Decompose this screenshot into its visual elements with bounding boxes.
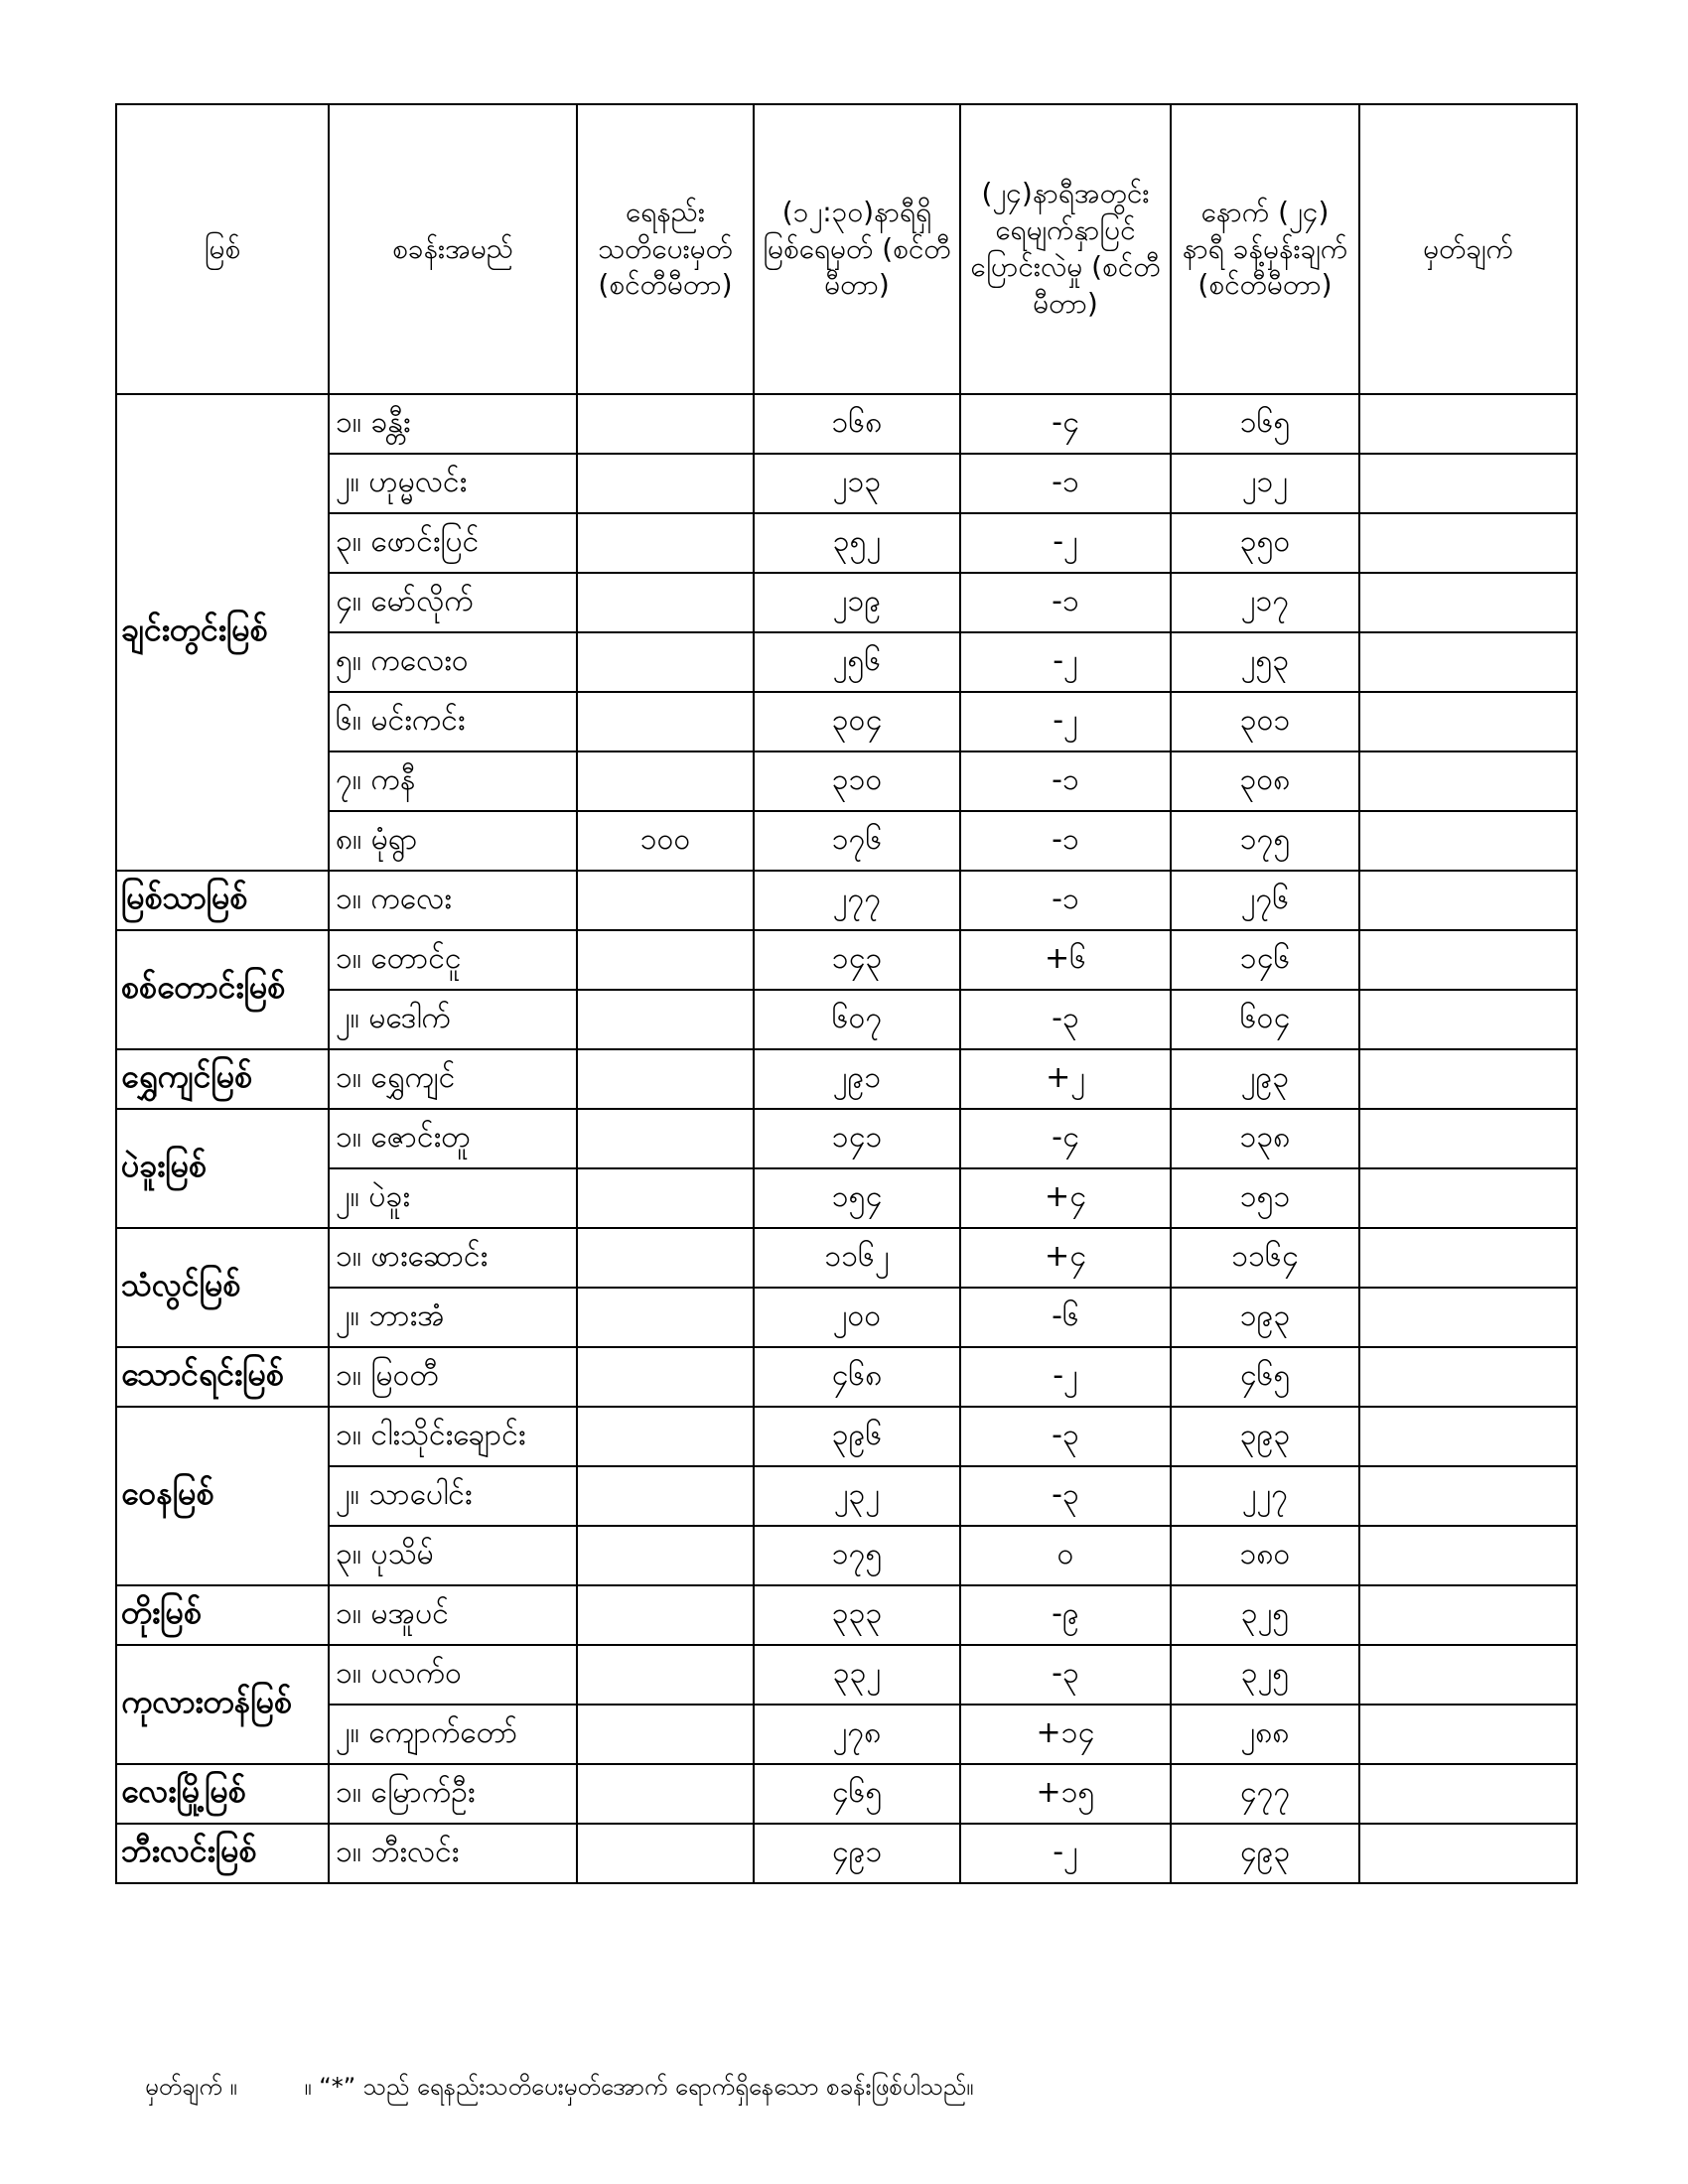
change-cell: -၂ — [960, 1824, 1171, 1883]
water-level-cell: ၆၀၇ — [754, 990, 960, 1049]
change-cell: -၄ — [960, 394, 1171, 454]
water-level-cell: ၄၆၈ — [754, 1347, 960, 1407]
table-row — [116, 1407, 1577, 1466]
river-name-cell: ပဲခူးမြစ် — [116, 1109, 329, 1228]
table-row — [116, 1585, 1577, 1645]
station-name-cell: ၂။ သာပေါင်း — [329, 1466, 577, 1526]
change-cell: ၀ — [960, 1526, 1171, 1585]
water-level-cell: ၄၉၁ — [754, 1824, 960, 1883]
table-row — [116, 990, 1577, 1049]
water-level-cell: ၂၃၂ — [754, 1466, 960, 1526]
remark-cell — [1359, 394, 1577, 454]
change-cell: -၃ — [960, 1645, 1171, 1705]
forecast-cell: ၄၇၇ — [1171, 1764, 1359, 1824]
water-level-cell: ၂၅၆ — [754, 632, 960, 692]
remark-cell — [1359, 632, 1577, 692]
danger-level-cell — [577, 1288, 754, 1347]
change-cell: -၆ — [960, 1288, 1171, 1347]
forecast-cell: ၁၁၆၄ — [1171, 1228, 1359, 1288]
danger-level-cell — [577, 573, 754, 632]
forecast-cell: ၃၂၅ — [1171, 1645, 1359, 1705]
remark-cell — [1359, 1526, 1577, 1585]
forecast-cell: ၂၁၂ — [1171, 454, 1359, 513]
danger-level-cell — [577, 1764, 754, 1824]
change-cell: -၂ — [960, 692, 1171, 751]
table-row — [116, 454, 1577, 513]
danger-level-cell — [577, 692, 754, 751]
remark-cell — [1359, 1109, 1577, 1168]
change-cell: -၃ — [960, 1407, 1171, 1466]
change-cell: -၁ — [960, 573, 1171, 632]
danger-level-cell — [577, 1407, 754, 1466]
table-row — [116, 1288, 1577, 1347]
table-row — [116, 1645, 1577, 1705]
station-name-cell: ၄။ မော်လိုက် — [329, 573, 577, 632]
remark-cell — [1359, 1764, 1577, 1824]
remark-cell — [1359, 930, 1577, 990]
table-body — [116, 394, 1577, 1883]
table-row — [116, 1764, 1577, 1824]
station-name-cell: ၁။ ပလက်ဝ — [329, 1645, 577, 1705]
river-name-cell: ကုလားတန်မြစ် — [116, 1645, 329, 1764]
station-name-cell: ၁။ မြဝတီ — [329, 1347, 577, 1407]
forecast-cell: ၃၀၁ — [1171, 692, 1359, 751]
forecast-cell: ၁၄၆ — [1171, 930, 1359, 990]
river-name-cell: ရွှေကျင်မြစ် — [116, 1049, 329, 1109]
forecast-cell: ၂၇၆ — [1171, 871, 1359, 930]
header-24h-change: (၂၄)နာရီအတွင်း ရေမျက်နှာပြင် ပြောင်းလဲမှု (စင်တီမီတာ) — [960, 104, 1171, 394]
danger-level-cell — [577, 1109, 754, 1168]
station-name-cell: ၃။ ဖောင်းပြင် — [329, 513, 577, 573]
change-cell: +၁၄ — [960, 1705, 1171, 1764]
change-cell: +၆ — [960, 930, 1171, 990]
change-cell: -၁ — [960, 454, 1171, 513]
river-name-cell: သံလွင်မြစ် — [116, 1228, 329, 1347]
station-name-cell: ၁။ မအူပင် — [329, 1585, 577, 1645]
danger-level-cell — [577, 930, 754, 990]
change-cell: +၂ — [960, 1049, 1171, 1109]
danger-level-cell — [577, 1585, 754, 1645]
forecast-cell: ၂၁၇ — [1171, 573, 1359, 632]
change-cell: -၄ — [960, 1109, 1171, 1168]
forecast-cell: ၄၉၃ — [1171, 1824, 1359, 1883]
river-name-cell: စစ်တောင်းမြစ် — [116, 930, 329, 1049]
station-name-cell: ၁။ တောင်ငူ — [329, 930, 577, 990]
water-level-cell: ၁၁၆၂ — [754, 1228, 960, 1288]
water-level-cell: ၁၆၈ — [754, 394, 960, 454]
table-row — [116, 1526, 1577, 1585]
remark-cell — [1359, 811, 1577, 871]
table-row — [116, 751, 1577, 811]
table-row — [116, 394, 1577, 454]
station-name-cell: ၆။ မင်းကင်း — [329, 692, 577, 751]
station-name-cell: ၁။ ဘီးလင်း — [329, 1824, 577, 1883]
danger-level-cell — [577, 990, 754, 1049]
remark-cell — [1359, 751, 1577, 811]
forecast-cell: ၂၈၈ — [1171, 1705, 1359, 1764]
remark-cell — [1359, 871, 1577, 930]
station-name-cell: ၂။ ကျောက်တော် — [329, 1705, 577, 1764]
change-cell: -၃ — [960, 1466, 1171, 1526]
danger-level-cell — [577, 1347, 754, 1407]
water-level-cell: ၁၄၃ — [754, 930, 960, 990]
danger-level-cell — [577, 1168, 754, 1228]
river-level-table-container — [115, 103, 1576, 1884]
table-row — [116, 1168, 1577, 1228]
remark-cell — [1359, 1288, 1577, 1347]
remark-cell — [1359, 1705, 1577, 1764]
river-name-cell: ဘီးလင်းမြစ် — [116, 1824, 329, 1883]
table-row — [116, 930, 1577, 990]
station-name-cell: ၁။ ဇောင်းတူ — [329, 1109, 577, 1168]
danger-level-cell — [577, 1645, 754, 1705]
change-cell: -၂ — [960, 632, 1171, 692]
water-level-cell: ၁၇၅ — [754, 1526, 960, 1585]
river-level-table — [115, 103, 1578, 1884]
station-name-cell: ၂။ ဟုမ္မလင်း — [329, 454, 577, 513]
river-name-cell: ချင်းတွင်းမြစ် — [116, 394, 329, 871]
danger-level-cell — [577, 1228, 754, 1288]
water-level-cell: ၃၃၂ — [754, 1645, 960, 1705]
river-name-cell: မြစ်သာမြစ် — [116, 871, 329, 930]
header-river: မြစ် — [116, 104, 329, 394]
remark-cell — [1359, 990, 1577, 1049]
river-name-cell: လေးမြို့မြစ် — [116, 1764, 329, 1824]
table-row — [116, 513, 1577, 573]
station-name-cell: ၅။ ကလေးဝ — [329, 632, 577, 692]
danger-level-cell — [577, 513, 754, 573]
station-name-cell: ၈။ မုံရွာ — [329, 811, 577, 871]
danger-level-cell — [577, 1705, 754, 1764]
water-level-cell: ၂၁၉ — [754, 573, 960, 632]
table-row — [116, 871, 1577, 930]
danger-level-cell — [577, 1526, 754, 1585]
station-name-cell: ၇။ ကနီ — [329, 751, 577, 811]
remark-cell — [1359, 692, 1577, 751]
forecast-cell: ၃၂၅ — [1171, 1585, 1359, 1645]
water-level-cell: ၃၁၀ — [754, 751, 960, 811]
forecast-cell: ၁၇၅ — [1171, 811, 1359, 871]
table-row — [116, 1228, 1577, 1288]
table-row — [116, 692, 1577, 751]
header-danger-level: ရေနည်း သတိပေးမှတ် (စင်တီမီတာ) — [577, 104, 754, 394]
water-level-cell: ၂၁၃ — [754, 454, 960, 513]
water-level-cell: ၃၅၂ — [754, 513, 960, 573]
water-level-cell: ၂၀၀ — [754, 1288, 960, 1347]
forecast-cell: ၆၀၄ — [1171, 990, 1359, 1049]
change-cell: -၁ — [960, 871, 1171, 930]
change-cell: -၃ — [960, 990, 1171, 1049]
change-cell: +၄ — [960, 1228, 1171, 1288]
danger-level-cell — [577, 871, 754, 930]
station-name-cell: ၂။ ပဲခူး — [329, 1168, 577, 1228]
danger-level-cell — [577, 632, 754, 692]
table-row — [116, 1347, 1577, 1407]
footnote-label: မှတ်ချက် ။ — [145, 2073, 237, 2101]
table-row — [116, 1705, 1577, 1764]
water-level-cell: ၄၆၅ — [754, 1764, 960, 1824]
danger-level-cell — [577, 394, 754, 454]
river-name-cell: ဝေနမြစ် — [116, 1407, 329, 1585]
water-level-cell: ၂၇၈ — [754, 1705, 960, 1764]
forecast-cell: ၃၅၀ — [1171, 513, 1359, 573]
change-cell: -၁ — [960, 751, 1171, 811]
table-row — [116, 1824, 1577, 1883]
remark-cell — [1359, 1168, 1577, 1228]
danger-level-cell: ၁၀၀ — [577, 811, 754, 871]
water-level-cell: ၁၇၆ — [754, 811, 960, 871]
header-forecast: နောက် (၂၄) နာရီ ခန့်မှန်းချက် (စင်တီမီတာ) — [1171, 104, 1359, 394]
danger-level-cell — [577, 1049, 754, 1109]
station-name-cell: ၁။ ကလေး — [329, 871, 577, 930]
remark-cell — [1359, 1824, 1577, 1883]
forecast-cell: ၁၃၈ — [1171, 1109, 1359, 1168]
water-level-cell: ၂၇၇ — [754, 871, 960, 930]
remark-cell — [1359, 573, 1577, 632]
forecast-cell: ၁၅၁ — [1171, 1168, 1359, 1228]
change-cell: -၉ — [960, 1585, 1171, 1645]
remark-cell — [1359, 513, 1577, 573]
footnote-text: ။ “*” သည် ရေနည်းသတိပေးမှတ်အောက် ရောက်ရှိနေသော စခန်းဖြစ်ပါသည်။ — [304, 2073, 974, 2101]
water-level-cell: ၃၃၃ — [754, 1585, 960, 1645]
station-name-cell: ၂။ မဒေါက် — [329, 990, 577, 1049]
footnote — [145, 2071, 1033, 2107]
station-name-cell: ၁။ ရွှေကျင် — [329, 1049, 577, 1109]
remark-cell — [1359, 1228, 1577, 1288]
water-level-cell: ၃၀၄ — [754, 692, 960, 751]
forecast-cell: ၃၉၃ — [1171, 1407, 1359, 1466]
danger-level-cell — [577, 454, 754, 513]
river-name-cell: တိုးမြစ် — [116, 1585, 329, 1645]
station-name-cell: ၂။ ဘားအံ — [329, 1288, 577, 1347]
station-name-cell: ၁။ မြောက်ဦး — [329, 1764, 577, 1824]
table-row — [116, 632, 1577, 692]
river-name-cell: သောင်ရင်းမြစ် — [116, 1347, 329, 1407]
change-cell: +၁၅ — [960, 1764, 1171, 1824]
change-cell: +၄ — [960, 1168, 1171, 1228]
station-name-cell: ၃။ ပုသိမ် — [329, 1526, 577, 1585]
forecast-cell: ၃၀၈ — [1171, 751, 1359, 811]
forecast-cell: ၂၉၃ — [1171, 1049, 1359, 1109]
water-level-cell: ၂၉၁ — [754, 1049, 960, 1109]
forecast-cell: ၂၅၃ — [1171, 632, 1359, 692]
danger-level-cell — [577, 1824, 754, 1883]
remark-cell — [1359, 1645, 1577, 1705]
header-remark: မှတ်ချက် — [1359, 104, 1577, 394]
remark-cell — [1359, 1347, 1577, 1407]
remark-cell — [1359, 1407, 1577, 1466]
forecast-cell: ၂၂၇ — [1171, 1466, 1359, 1526]
header-row — [116, 104, 1577, 394]
water-level-cell: ၃၉၆ — [754, 1407, 960, 1466]
table-row — [116, 573, 1577, 632]
remark-cell — [1359, 1466, 1577, 1526]
danger-level-cell — [577, 751, 754, 811]
water-level-cell: ၁၄၁ — [754, 1109, 960, 1168]
forecast-cell: ၁၈၀ — [1171, 1526, 1359, 1585]
forecast-cell: ၄၆၅ — [1171, 1347, 1359, 1407]
change-cell: -၂ — [960, 1347, 1171, 1407]
remark-cell — [1359, 1049, 1577, 1109]
forecast-cell: ၁၉၃ — [1171, 1288, 1359, 1347]
station-name-cell: ၁။ ဖားဆောင်း — [329, 1228, 577, 1288]
danger-level-cell — [577, 1466, 754, 1526]
header-station: စခန်းအမည် — [329, 104, 577, 394]
forecast-cell: ၁၆၅ — [1171, 394, 1359, 454]
remark-cell — [1359, 454, 1577, 513]
header-water-level: (၁၂:၃၀)နာရီရှိ မြစ်ရေမှတ် (စင်တီမီတာ) — [754, 104, 960, 394]
change-cell: -၂ — [960, 513, 1171, 573]
station-name-cell: ၁။ ငါးသိုင်းချောင်း — [329, 1407, 577, 1466]
water-level-cell: ၁၅၄ — [754, 1168, 960, 1228]
table-row — [116, 1466, 1577, 1526]
table-row — [116, 1049, 1577, 1109]
remark-cell — [1359, 1585, 1577, 1645]
table-row — [116, 811, 1577, 871]
change-cell: -၁ — [960, 811, 1171, 871]
station-name-cell: ၁။ ခန္တီး — [329, 394, 577, 454]
table-row — [116, 1109, 1577, 1168]
